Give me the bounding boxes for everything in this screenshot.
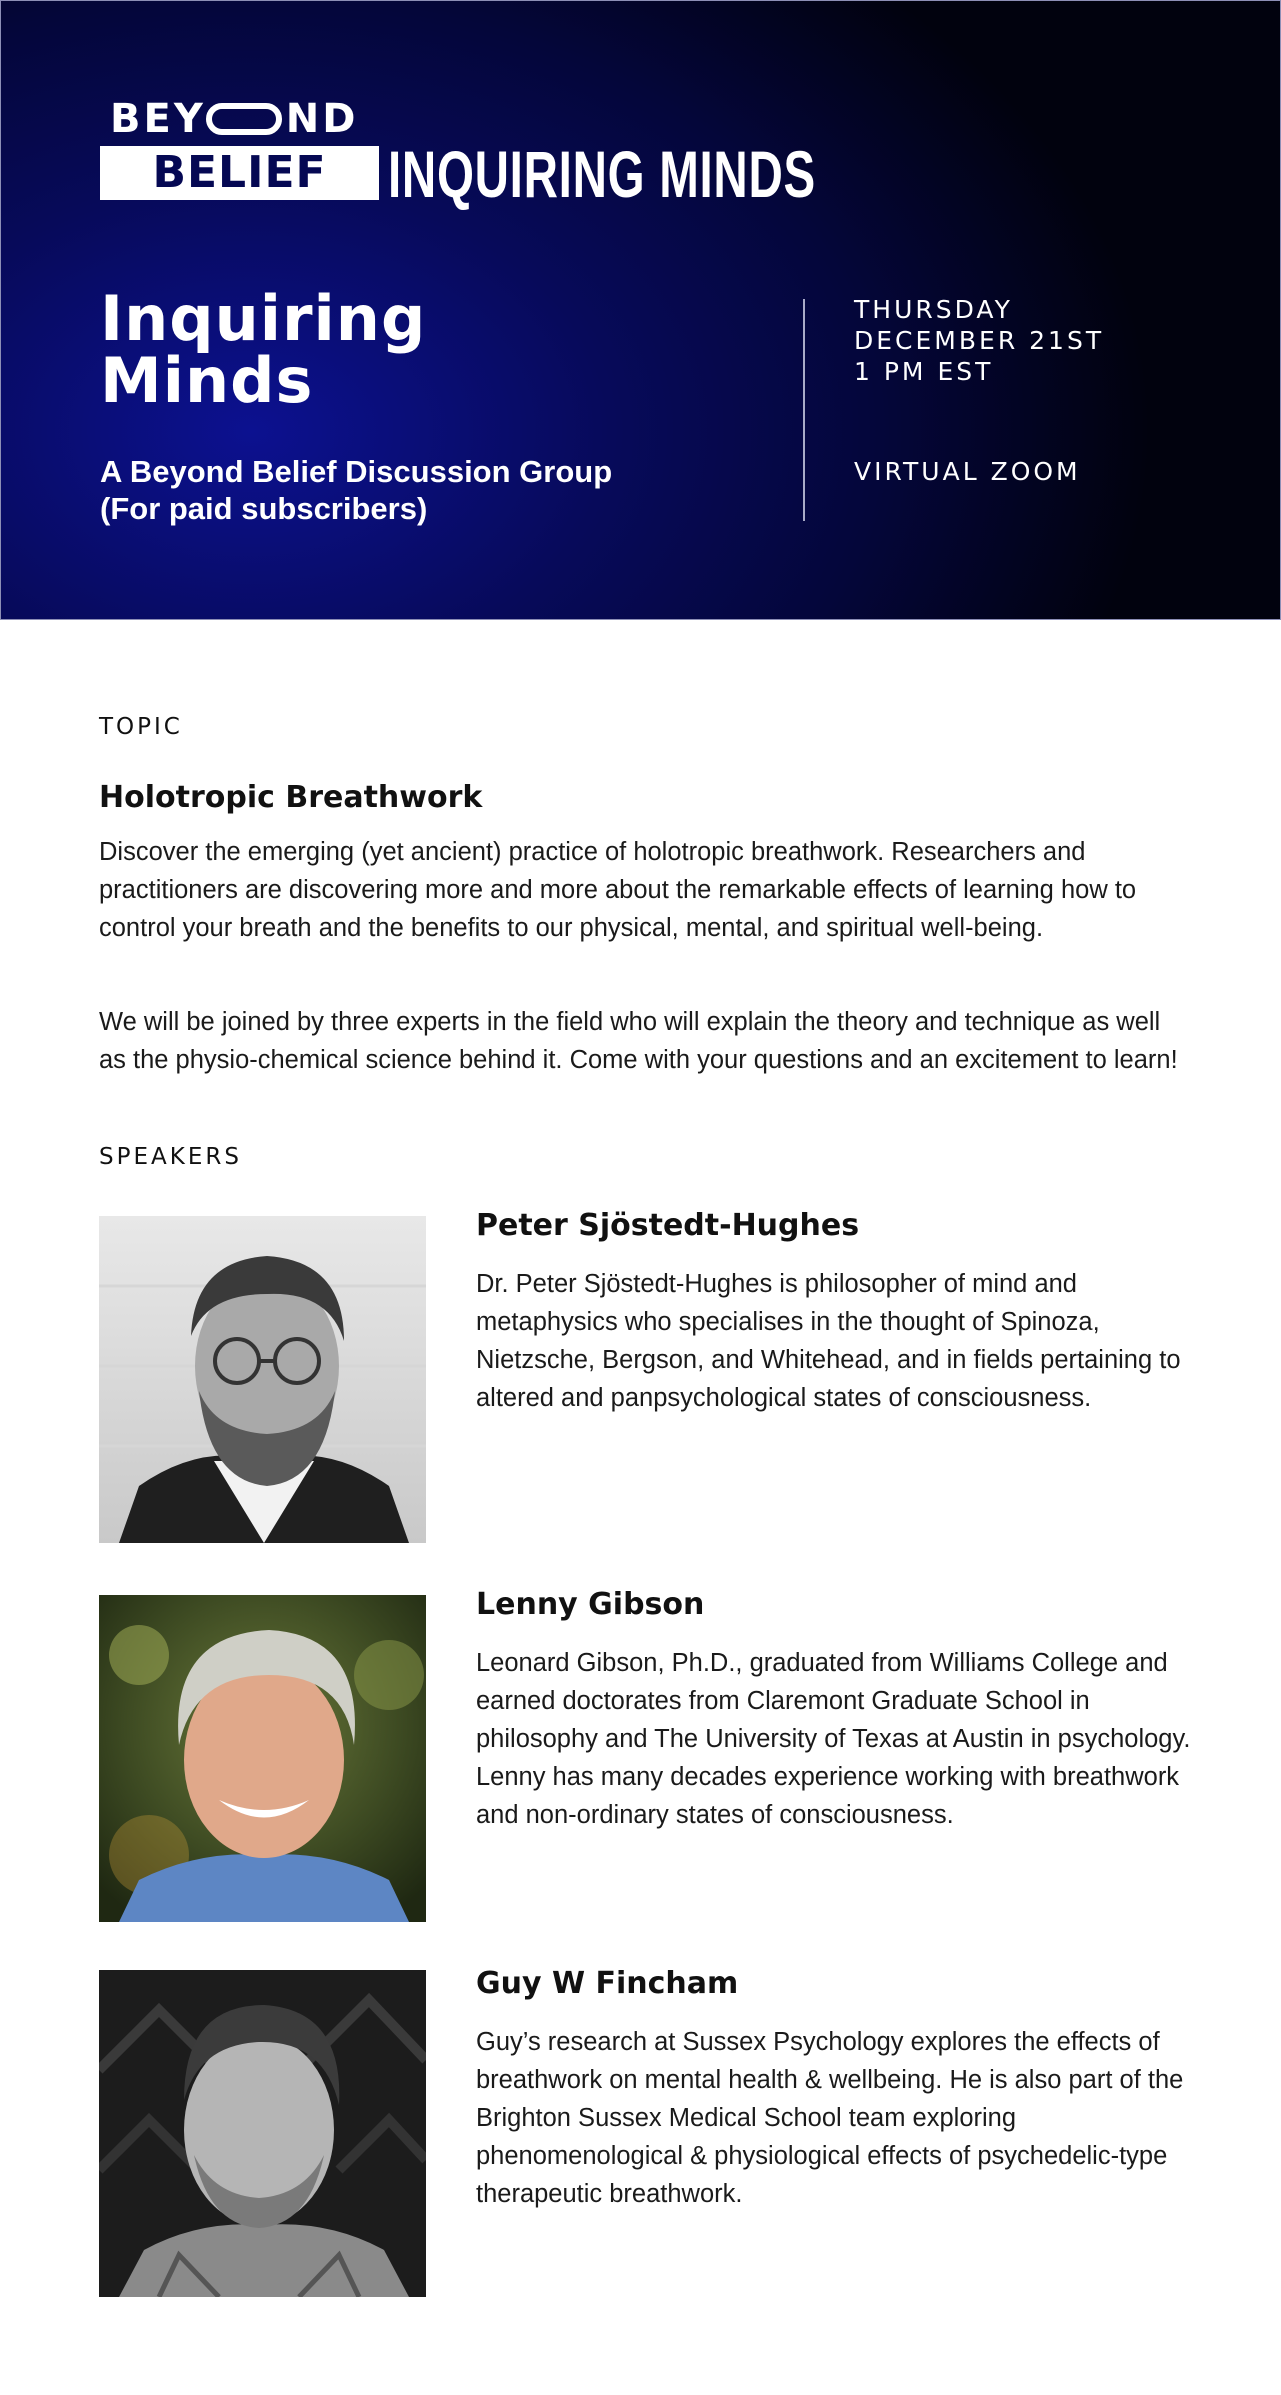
speaker-bio-guy: Guy’s research at Sussex Psychology explores the effects of breathwork on mental health & wellbeing. He is also part of the Brighton Sussex Medical School team exploring phenomenological & physiological effects of psychedelic-type therapeutic breathwork. [476,2028,1184,2208]
speaker-bio-peter: Dr. Peter Sjöstedt-Hughes is philosopher of mind and metaphysics who specialises in the thought of Spinoza, Nietzsche, Bergson, and Whitehead, and in fields pertaining to altered and panpsychological states of consciousness. [476,1270,1181,1412]
speaker-name-peter: Peter Sjöstedt-Hughes [476,1208,860,1243]
event-datetime [854,294,1234,387]
topic-paragraph-2: We will be joined by three experts in the field who will explain the theory and technique as well as the physio-chemical science behind it. Come with your questions and an excitement to learn! [99,1008,1178,1074]
event-time: 1 PM EST [854,357,994,386]
speaker-photo-peter [99,1216,426,1543]
logo-series-name: INQUIRING MINDS [388,137,816,211]
speaker-name-lenny: Lenny Gibson [476,1587,705,1622]
topic-label: TOPIC [99,714,183,740]
topic-title: Holotropic Breathwork [99,780,483,815]
header-divider [803,299,805,521]
event-header-banner [0,0,1281,620]
event-day: THURSDAY [854,295,1013,324]
topic-paragraph-1: Discover the emerging (yet ancient) practice of holotropic breathwork. Researchers and practitioners are discovering more and more about the remarkable effects of learning how to control your breath and the benefits to our physical, mental, and spiritual well-being. [99,838,1137,942]
speaker-photo-guy [99,1970,426,2297]
page-title: Inquiring Minds [100,282,427,417]
page-subtitle: A Beyond Belief Discussion Group (For paid subscribers) [100,454,613,526]
event-date: DECEMBER 21ST [854,326,1105,355]
speaker-name-guy: Guy W Fincham [476,1966,739,2001]
event-location: VIRTUAL ZOOM [854,457,1081,486]
speaker-bio-lenny: Leonard Gibson, Ph.D., graduated from Williams College and earned doctorates from Claremont Graduate School in philosophy and The University of Texas at Austin in psychology. Lenny has many decades experience working with breathwork and non-ordinary states of consciousness. [476,1649,1191,1829]
speaker-photo-lenny [99,1595,426,1922]
speakers-label: SPEAKERS [99,1144,242,1170]
logo-belief-wordmark: BELIEF [100,146,379,200]
logo-beyond-wordmark: BEY ND [110,96,359,142]
